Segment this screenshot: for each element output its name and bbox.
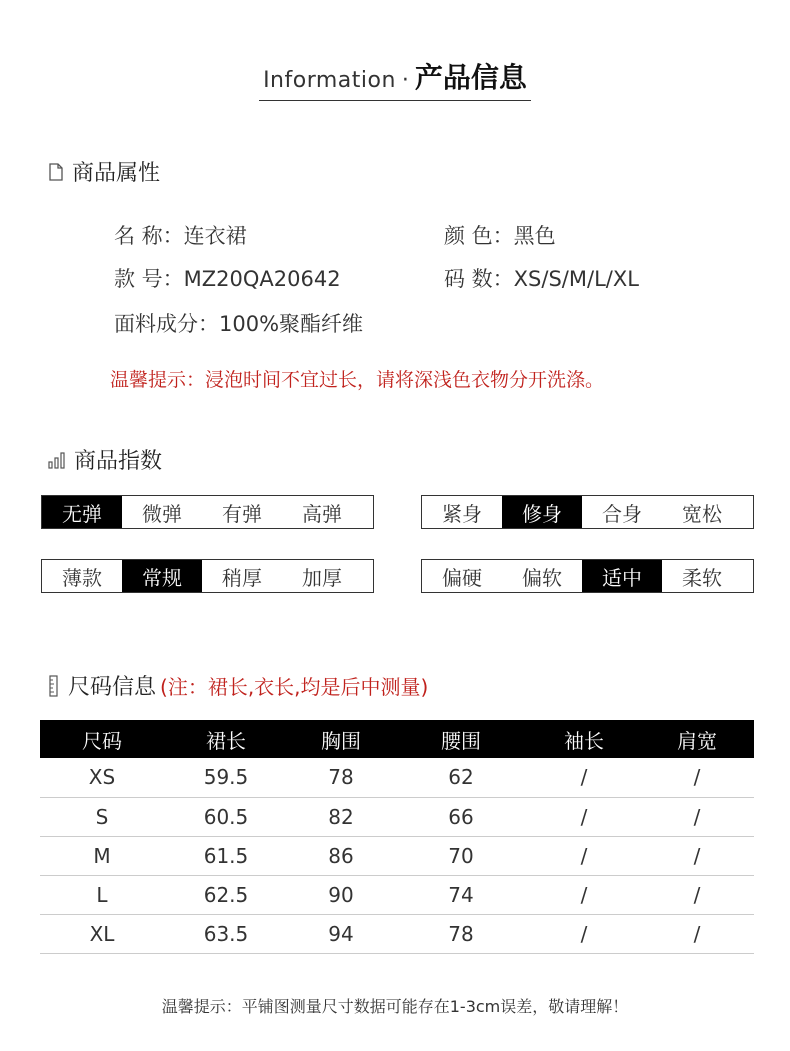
table-cell: 74: [394, 875, 528, 914]
size-table-header: [40, 720, 754, 758]
table-cell: 70: [394, 836, 528, 875]
column-header: 腰围: [394, 720, 528, 758]
attr-color: 颜 色：黑色: [444, 224, 556, 248]
bar-chart-icon: [48, 451, 66, 469]
table-cell: S: [40, 797, 164, 836]
thickness-option-regular: 常规: [122, 560, 202, 592]
table-cell: 82: [288, 797, 394, 836]
table-cell: M: [40, 836, 164, 875]
elasticity-scale: [41, 495, 374, 529]
elasticity-option-high: 高弹: [302, 501, 342, 526]
softness-scale: [421, 559, 754, 593]
thickness-option-slightly-thick: 稍厚: [222, 565, 262, 590]
column-header: 裙长: [164, 720, 288, 758]
table-cell: /: [640, 914, 754, 953]
document-icon: [48, 163, 64, 181]
index-heading-text: 商品指数: [74, 449, 163, 474]
elasticity-option-medium: 有弹: [222, 501, 262, 526]
table-cell: 90: [288, 875, 394, 914]
softness-option-moderate: 适中: [582, 560, 662, 592]
fit-option-slim: 修身: [502, 496, 582, 528]
table-cell: XS: [40, 758, 164, 797]
column-header: 袖长: [528, 720, 640, 758]
size-section-heading: [48, 670, 428, 701]
table-cell: 61.5: [164, 836, 288, 875]
table-cell: 62.5: [164, 875, 288, 914]
table-row: [40, 797, 754, 836]
table-cell: L: [40, 875, 164, 914]
fit-option-regular: 合身: [602, 501, 642, 526]
table-cell: /: [528, 875, 640, 914]
table-row: [40, 758, 754, 797]
fit-option-loose: 宽松: [682, 501, 722, 526]
table-cell: /: [528, 797, 640, 836]
column-header: 肩宽: [640, 720, 754, 758]
table-cell: /: [640, 758, 754, 797]
size-table: [40, 720, 754, 954]
index-section-heading: [48, 444, 162, 475]
measurement-tip: 温馨提示：平铺图测量尺寸数据可能存在1-3cm误差，敬请理解！: [161, 997, 629, 1016]
page-title-underline: [259, 56, 531, 101]
softness-option-soft: 柔软: [682, 565, 722, 590]
attr-model: 款 号：MZ20QA20642: [114, 267, 341, 291]
attr-fabric: 面料成分：100%聚酯纤维: [114, 312, 364, 336]
table-cell: 86: [288, 836, 394, 875]
thickness-option-thin: 薄款: [62, 565, 102, 590]
table-cell: 78: [288, 758, 394, 797]
softness-option-hard: 偏硬: [442, 565, 482, 590]
table-cell: 60.5: [164, 797, 288, 836]
column-header: 胸围: [288, 720, 394, 758]
column-header: 尺码: [40, 720, 164, 758]
thickness-scale: [41, 559, 374, 593]
page-title: [0, 56, 790, 101]
elasticity-option-none: 无弹: [42, 496, 122, 528]
table-cell: /: [640, 875, 754, 914]
thickness-option-thick: 加厚: [302, 565, 342, 590]
table-cell: /: [528, 914, 640, 953]
size-measure-note: (注：裙长,衣长,均是后中测量): [160, 675, 429, 699]
ruler-icon: [48, 675, 60, 697]
size-heading-text: 尺码信息: [68, 675, 157, 700]
softness-option-slightly-soft: 偏软: [522, 565, 562, 590]
washing-tip: 温馨提示：浸泡时间不宜过长，请将深浅色衣物分开洗涤。: [110, 369, 605, 391]
attr-name: 名 称：连衣裙: [114, 224, 247, 248]
table-cell: /: [528, 836, 640, 875]
title-chinese: 产品信息: [414, 61, 527, 94]
fit-option-tight: 紧身: [442, 501, 482, 526]
table-cell: /: [640, 836, 754, 875]
table-cell: 78: [394, 914, 528, 953]
table-cell: 59.5: [164, 758, 288, 797]
table-cell: 66: [394, 797, 528, 836]
table-cell: /: [640, 797, 754, 836]
table-cell: 63.5: [164, 914, 288, 953]
table-cell: XL: [40, 914, 164, 953]
title-english: Information: [263, 68, 396, 93]
table-row: [40, 914, 754, 953]
table-cell: /: [528, 758, 640, 797]
attributes-section-heading: [48, 156, 160, 187]
title-separator: ·: [401, 68, 409, 93]
table-cell: 62: [394, 758, 528, 797]
table-row: [40, 836, 754, 875]
attr-sizes: 码 数：XS/S/M/L/XL: [444, 267, 639, 291]
table-cell: 94: [288, 914, 394, 953]
attributes-heading-text: 商品属性: [72, 161, 161, 186]
fit-scale: [421, 495, 754, 529]
table-row: [40, 875, 754, 914]
elasticity-option-slight: 微弹: [142, 501, 182, 526]
